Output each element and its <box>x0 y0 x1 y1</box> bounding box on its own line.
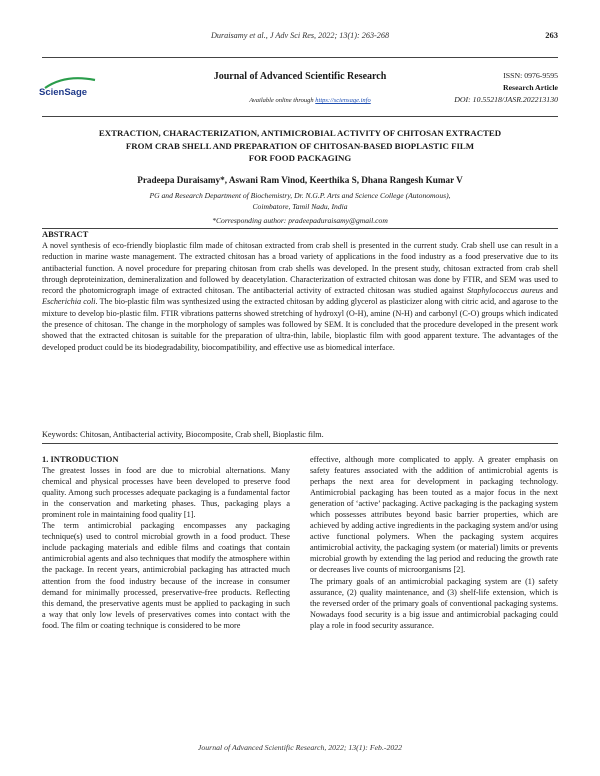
section-heading-introduction: 1. INTRODUCTION <box>42 454 119 464</box>
keywords-list: Chitosan, Antibacterial activity, Biocomposite, Crab shell, Bioplastic film. <box>77 430 324 439</box>
running-head: Duraisamy et al., J Adv Sci Res, 2022; 13(1): 263-268 <box>210 31 390 40</box>
right-column <box>310 454 558 631</box>
abstract-text-2: . The bio-plastic film was synthesized using the extracted chitosan by adding glycerol as plasticizer along with citric acid, and agarose to the mixture to develop bio-plastic film. FTIR vibrations patterns showed stretching of hydroxyl (O-H), amine (N-H) and carbonyl (C-O) groups which indicated the presence of chitosan. The change in the morphology of samples was followed by SEM. It is concluded that the procedure developed in the present work showed that the extracted chitosan is suitable for the preparation of ultra-thin, labile, bioplastic film with good apparent texture. The advantages of the developed product could be its biodegradability, biocompatibility, and effective use as biomedical interface. <box>42 297 558 352</box>
article-title: EXTRACTION, CHARACTERIZATION, ANTIMICROBIAL ACTIVITY OF CHITOSAN EXTRACTED FROM CRAB SHELL AND PREPARATION OF CHITOSAN-BASED BIOPLASTIC FILM FOR FOOD PACKAGING <box>98 128 502 163</box>
species-ecoli: Escherichia coli <box>42 297 96 307</box>
keywords-rule <box>42 443 558 444</box>
paragraph: The term antimicrobial packaging encompasses any packaging technique(s) used to control microbial growth in a food product. These include packaging materials and edible films and coatings that contain antimicrobial agents and also techniques that modify the atmosphere within the package. In recent years, antimicrobial packaging has attracted much attention from the food industry because of the increase in consumer demand for minimally processed, preservative-free products. Reflecting this demand, the preservative agents must be applied to packaging in such a way that only low levels of preservatives comes into contact with the food. The film or coating technique is considered to be more <box>42 521 290 630</box>
header-rule <box>42 57 558 58</box>
logo-wordmark: ScienSage <box>39 87 88 98</box>
online-availability <box>200 97 420 104</box>
article-meta <box>454 70 558 106</box>
left-column <box>42 454 290 631</box>
page-number: 263 <box>545 30 558 40</box>
keywords <box>42 430 558 439</box>
paragraph: The greatest losses in food are due to microbial alternations. Many chemical and physical processes have been developed to preserve food quality. Among such processes adequate packaging is a fundamental factor in the conservation and marketing phases. Thus, packaging plays a prominent role in maintaining food quality [1]. <box>42 466 290 520</box>
masthead-rule <box>42 116 558 117</box>
affiliation: PG and Research Department of Biochemistry, Dr. N.G.P. Arts and Science College (Autonomous), Coimbatore, Tamil Nadu, India <box>149 191 451 211</box>
abstract-top-rule <box>42 228 558 229</box>
author-list: Pradeepa Duraisamy*, Aswani Ram Vinod, Keerthika S, Dhana Rangesh Kumar V <box>137 175 463 185</box>
paragraph: effective, although more complicated to apply. A greater emphasis on safety features associated with the addition of antimicrobial agents is perhaps the next area for development in packaging technology. Antimicrobial packaging has been touted as a major focus in the next generation of ‘active’ packaging. Active packaging is the packaging system which possesses attributes beyond basic barrier properties, which are achieved by adding active ingredients in the packaging system and/or using active functional polymers. When the packaging system acquires antimicrobial activity, the packaging system (or material) limits or prevents microbial growth by extending the lag period and reducing the growth rate or decreases live counts of microorganisms [2]. <box>310 455 558 575</box>
paragraph: The primary goals of an antimicrobial packaging system are (1) safety assurance, (2) quality maintenance, and (3) shelf-life extension, which is the reversed order of the primary goals of conventional packaging systems. Nowadays food security is a big issue and antimicrobial packaging could play a role in food security assurance. <box>310 576 558 630</box>
keywords-label: Keywords: <box>42 430 78 439</box>
species-staphylococcus: Staphylococcus aureus <box>466 286 544 296</box>
page-footer: Journal of Advanced Scientific Research, 2022; 13(1): Feb.-2022 <box>197 743 403 752</box>
issn: ISSN: 0976-9595 <box>503 71 558 80</box>
abstract-heading: ABSTRACT <box>42 229 89 239</box>
journal-link[interactable]: https://sciensage.info <box>315 97 371 104</box>
abstract-body <box>42 240 558 353</box>
abstract-text-1: A novel synthesis of eco-friendly bioplastic film made of chitosan extracted from crab shell is presented in the current study. Crab shell use can result in a reduction in marine waste management. The extracted chitosan has a broad variety of applications in the food industry as a food preservative due to its antibacterial function. A novel procedure for preparing chitosan from crab shells was developed. In the present study, chitosan extracted from crab shell through deproteinization, demineralization and followed by deacetylation. Characterization of extracted chitosan was done by FTIR, and SEM was used to record the photomicrograph image of extracted chitosan. The antibacterial activity of extracted chitosan was studied against <box>42 241 558 296</box>
sciensage-logo <box>35 70 105 110</box>
online-prefix: Available online through <box>249 97 316 104</box>
abstract-conjunction: and <box>543 286 558 296</box>
corresponding-author: *Corresponding author: pradeepaduraisamy@gmail.com <box>212 216 388 225</box>
journal-title: Journal of Advanced Scientific Research <box>213 71 387 82</box>
article-type: Research Article <box>502 83 558 92</box>
doi[interactable]: DOI: 10.55218/JASR.202213130 <box>454 95 558 104</box>
